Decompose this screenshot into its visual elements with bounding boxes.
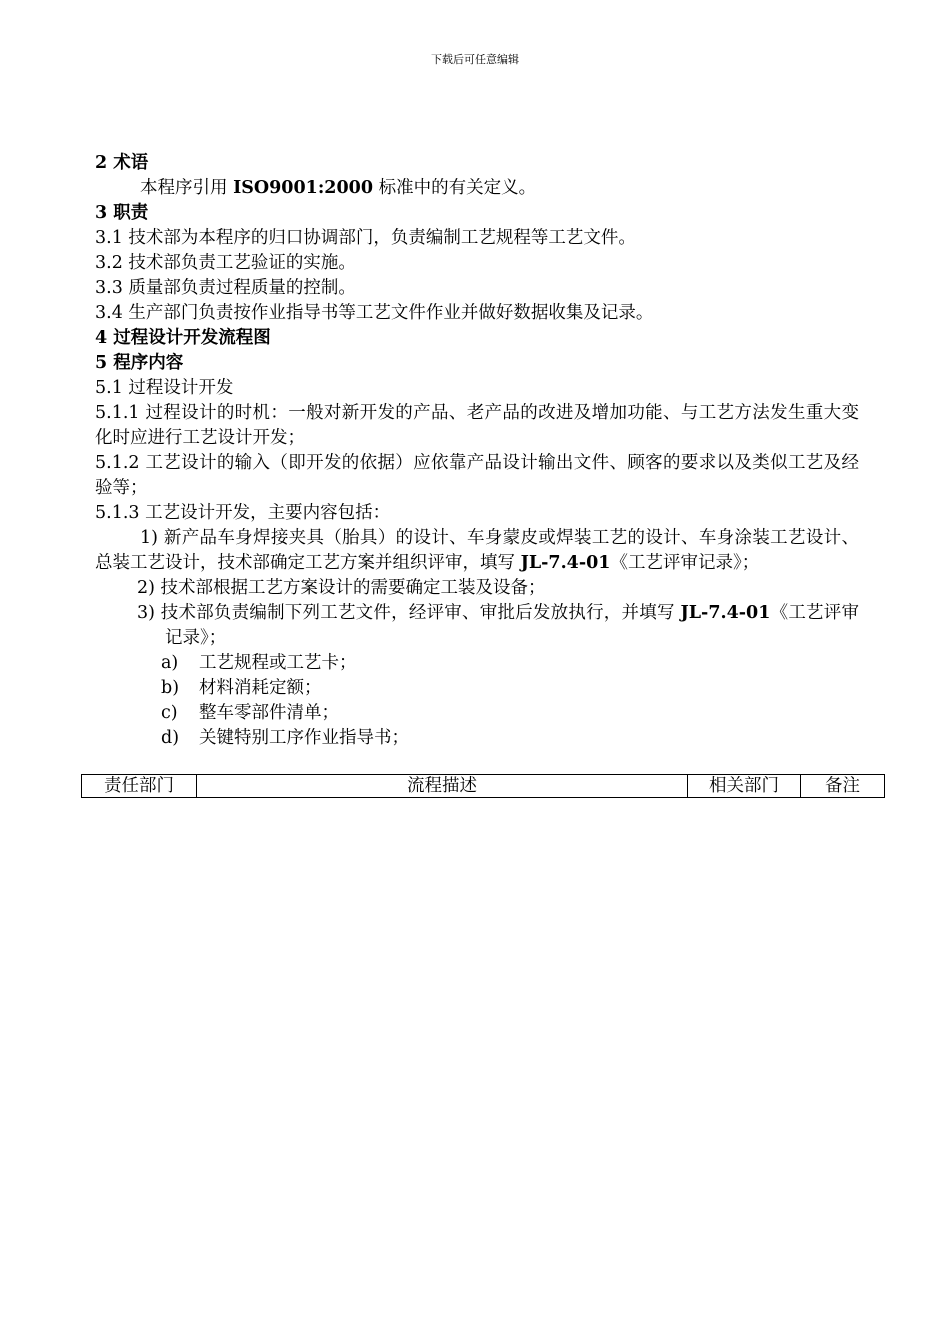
item-3 [95,601,859,651]
section-5-1-3: 5.1.3 工艺设计开发，主要内容包括： [95,503,391,523]
list-marker: b) [161,678,180,698]
text-run: 1) 新产品车身焊接夹具（胎具）的设计、车身蒙皮或焊装工艺的设计、车身涂装工艺设计、总装工艺设计，技术部确定工艺方案并组织评审，填写 [95,528,859,573]
text-run: 《工艺评审记录》； [610,553,760,573]
table-header-cell: 流程描述 [197,775,688,798]
text-run: 3) 技术部负责编制下列工艺文件，经评审、审批后发放执行，并填写 [137,603,681,623]
list-item [95,726,859,751]
list-item [95,701,859,726]
record-code: JL-7.4-01 [680,603,771,623]
section-4-title: 4 过程设计开发流程图 [95,328,271,348]
list-marker: d) [161,728,180,748]
flow-table [81,774,885,798]
table-header-cell: 备注 [801,775,885,798]
section-5-1: 5.1 过程设计开发 [95,378,234,398]
text-run: 标准中的有关定义。 [373,178,537,198]
section-3-item: 3.1 技术部为本程序的归口协调部门，负责编制工艺规程等工艺文件。 [95,228,636,248]
section-2-title: 2 术语 [95,153,149,173]
list-text: 关键特别工序作业指导书； [199,728,409,748]
section-3-title: 3 职责 [95,203,149,223]
standard-code: ISO9001:2000 [233,178,374,198]
section-5-1-2: 5.1.2 工艺设计的输入（即开发的依据）应依靠产品设计输出文件、顾客的要求以及类似工艺及经验等； [95,453,859,498]
text-run: 《工艺评审记录》； [165,603,859,648]
list-text: 材料消耗定额； [199,678,322,698]
section-3-item: 3.4 生产部门负责按作业指导书等工艺文件作业并做好数据收集及记录。 [95,303,654,323]
section-3-item: 3.3 质量部负责过程质量的控制。 [95,278,356,298]
record-code: JL-7.4-01 [520,553,611,573]
section-2-text [95,176,859,201]
item-1 [95,526,859,576]
list-item [95,651,859,676]
table-header-cell: 责任部门 [82,775,197,798]
page-header: 下载后可任意编辑 [431,53,519,66]
text-run: 本程序引用 [140,178,234,198]
section-3-item: 3.2 技术部负责工艺验证的实施。 [95,253,356,273]
list-text: 整车零部件清单； [199,703,339,723]
list-text: 工艺规程或工艺卡； [199,653,357,673]
item-2: 2) 技术部根据工艺方案设计的需要确定工装及设备； [137,578,546,598]
list-marker: c) [161,703,178,723]
list-marker: a) [161,653,179,673]
section-5-1-1: 5.1.1 过程设计的时机：一般对新开发的产品、老产品的改进及增加功能、与工艺方法发生重大变化时应进行工艺设计开发； [95,403,859,448]
list-item [95,676,859,701]
section-5-title: 5 程序内容 [95,353,184,373]
document-body [95,151,859,751]
table-header-row [82,775,885,798]
table-header-cell: 相关部门 [688,775,801,798]
